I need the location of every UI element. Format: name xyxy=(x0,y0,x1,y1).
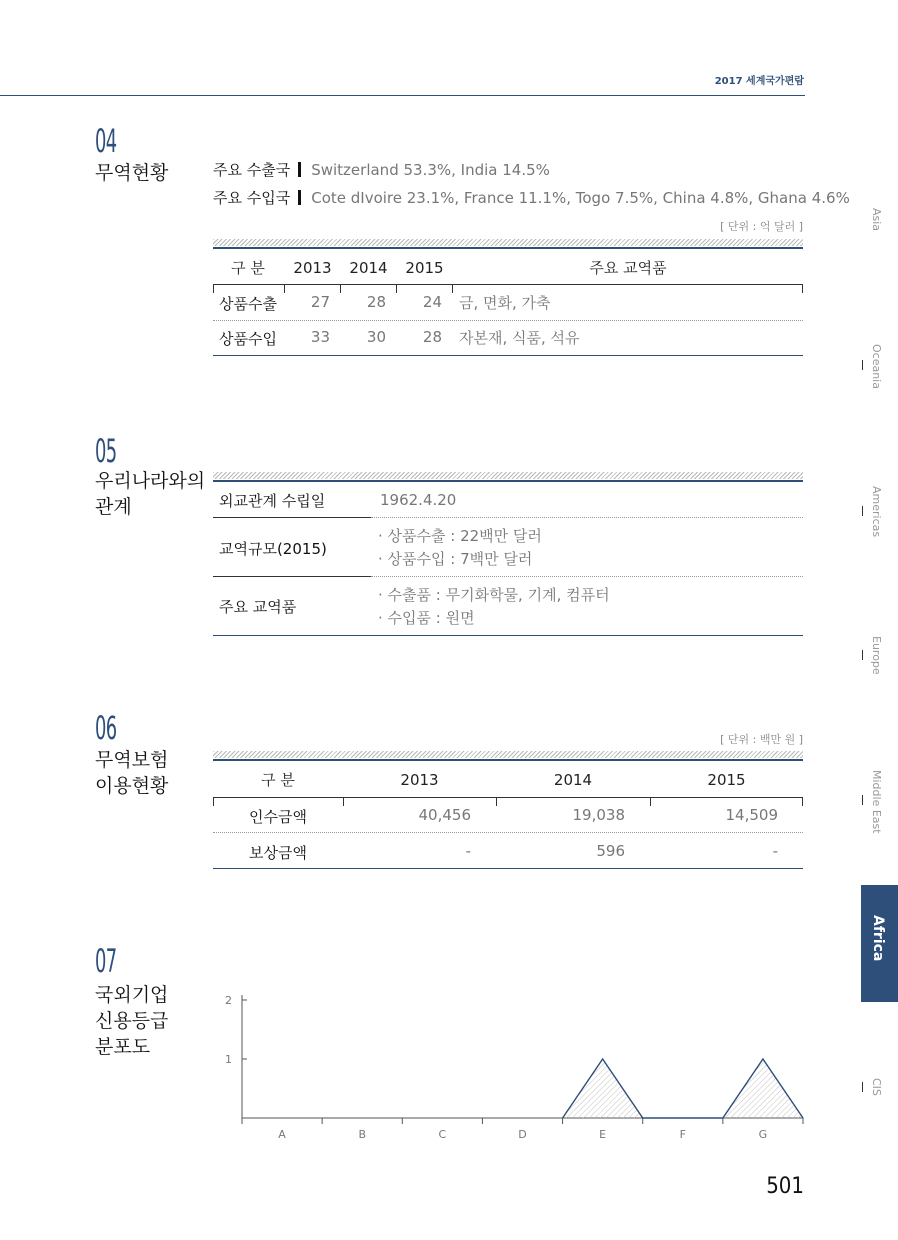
ins-header-2015: 2015 xyxy=(707,771,746,789)
col-tick xyxy=(650,797,651,806)
table-hatch xyxy=(213,239,803,246)
relations-trade-export: · 상품수출 : 22백만 달러 xyxy=(378,527,542,545)
ins-row-underwriting-2015: 14,509 xyxy=(725,806,778,824)
y-tick-label: 2 xyxy=(225,994,232,1007)
import-value: Cote dIvoire 23.1%, France 11.1%, Togo 7.5%, China 4.8%, Ghana 4.6% xyxy=(311,189,850,207)
separator-bar xyxy=(298,190,301,205)
col-tick xyxy=(213,797,214,806)
section-number-06: 06 xyxy=(95,709,117,747)
relations-trade-import: · 상품수입 : 7백만 달러 xyxy=(378,550,533,568)
relations-items-import: · 수입품 : 원면 xyxy=(378,609,475,627)
col-tick xyxy=(284,284,285,293)
section-title-credit-line1: 국외기업 xyxy=(95,984,169,1006)
ins-header-category: 구 분 xyxy=(261,771,295,789)
row-export-label: 상품수출 xyxy=(219,295,277,313)
insurance-unit: [ 단위 : 백만 원 ] xyxy=(720,733,803,746)
label-rule xyxy=(213,576,371,577)
side-tab-cis[interactable]: CIS xyxy=(870,1078,883,1096)
row-divider xyxy=(213,320,803,321)
row-divider xyxy=(371,576,803,577)
side-tab-oceania[interactable]: Oceania xyxy=(870,344,883,389)
col-tick xyxy=(802,284,803,293)
col-tick xyxy=(340,284,341,293)
main-import-line xyxy=(213,188,850,208)
side-tab-asia[interactable]: Asia xyxy=(870,208,883,232)
row-export-2014: 28 xyxy=(366,293,386,311)
table-bottom-rule xyxy=(213,868,803,869)
side-tab-tick xyxy=(862,650,863,660)
import-label: 주요 수입국 xyxy=(213,189,291,207)
x-tick-label: D xyxy=(518,1128,527,1141)
label-rule xyxy=(213,517,371,518)
x-tick-label: G xyxy=(758,1128,768,1141)
section-title-insurance-line2: 이용현황 xyxy=(95,775,169,797)
row-export-2013: 27 xyxy=(310,293,330,311)
section-title-credit-line3: 분포도 xyxy=(95,1036,151,1058)
section-title-insurance-line1: 무역보험 xyxy=(95,749,169,771)
header-main-items: 주요 교역품 xyxy=(589,259,667,277)
relations-items-export: · 수출품 : 무기화학물, 기계, 컴퓨터 xyxy=(378,586,610,604)
row-divider xyxy=(371,517,803,518)
header-rule xyxy=(0,95,805,96)
header-bottom-rule xyxy=(213,797,803,798)
ins-row-underwriting-2014: 19,038 xyxy=(572,806,625,824)
side-tab-americas[interactable]: Americas xyxy=(870,486,883,538)
row-export-2015: 24 xyxy=(422,293,442,311)
export-label: 주요 수출국 xyxy=(213,161,291,179)
ins-row-compensation-2013: - xyxy=(465,842,471,860)
section-number-07: 07 xyxy=(95,942,117,980)
credit-rating-chart xyxy=(200,975,820,1150)
section-title-relations-line1: 우리나라와의 xyxy=(95,470,206,492)
table-hatch xyxy=(213,472,803,479)
row-divider xyxy=(213,832,803,833)
table-top-rule xyxy=(213,480,803,482)
x-tick-label: A xyxy=(278,1128,286,1141)
row-export-items: 금, 면화, 가축 xyxy=(459,294,551,312)
table-top-rule xyxy=(213,759,803,761)
table-bottom-rule xyxy=(213,635,803,636)
table-top-rule xyxy=(213,247,803,249)
section-title-trade: 무역현황 xyxy=(95,162,169,184)
series-area-fill xyxy=(563,1059,803,1118)
x-tick-label: C xyxy=(438,1128,447,1141)
row-import-2013: 33 xyxy=(310,328,330,346)
section-title-credit-line2: 신용등급 xyxy=(95,1010,169,1032)
y-tick-label: 1 xyxy=(225,1053,232,1066)
page-number: 501 xyxy=(766,1174,804,1199)
side-tab-europe[interactable]: Europe xyxy=(870,636,883,675)
ins-row-underwriting-2013: 40,456 xyxy=(418,806,471,824)
col-tick xyxy=(496,797,497,806)
col-tick xyxy=(452,284,453,293)
export-value: Switzerland 53.3%, India 14.5% xyxy=(311,161,550,179)
section-title-relations-line2: 관계 xyxy=(95,496,132,518)
separator-bar xyxy=(298,162,301,177)
x-tick-label: F xyxy=(679,1128,686,1141)
header-2015: 2015 xyxy=(405,259,444,277)
table-bottom-rule xyxy=(213,355,803,356)
side-tab-tick xyxy=(862,795,863,805)
x-tick-label: E xyxy=(599,1128,607,1141)
ins-row-compensation-label: 보상금액 xyxy=(249,844,307,862)
x-tick-label: B xyxy=(358,1128,366,1141)
side-tab-tick xyxy=(862,1082,863,1092)
row-import-2014: 30 xyxy=(366,328,386,346)
relations-label-main-items: 주요 교역품 xyxy=(219,598,297,616)
ins-row-compensation-2014: 596 xyxy=(596,842,625,860)
col-tick xyxy=(802,797,803,806)
section-number-05: 05 xyxy=(95,432,117,470)
table-hatch xyxy=(213,751,803,758)
main-export-line xyxy=(213,160,550,180)
relations-value-diplomatic: 1962.4.20 xyxy=(380,491,457,509)
ins-row-underwriting-label: 인수금액 xyxy=(249,808,307,826)
running-header: 2017 세계국가편람 xyxy=(714,76,804,87)
header-category: 구 분 xyxy=(231,259,265,277)
ins-header-2013: 2013 xyxy=(400,771,439,789)
row-import-label: 상품수입 xyxy=(219,330,277,348)
row-import-2015: 28 xyxy=(422,328,442,346)
side-tab-tick xyxy=(862,506,863,516)
trade-unit: [ 단위 : 억 달러 ] xyxy=(720,220,803,233)
col-tick xyxy=(213,284,214,293)
side-tab-middle-east[interactable]: Middle East xyxy=(870,770,883,834)
row-import-items: 자본재, 식품, 석유 xyxy=(459,329,580,347)
relations-label-diplomatic: 외교관계 수립일 xyxy=(219,492,326,510)
header-2013: 2013 xyxy=(293,259,332,277)
col-tick xyxy=(396,284,397,293)
header-2014: 2014 xyxy=(349,259,388,277)
col-tick xyxy=(343,797,344,806)
side-tab-africa-active[interactable] xyxy=(861,885,898,1002)
relations-label-trade-volume: 교역규모(2015) xyxy=(219,540,327,558)
ins-header-2014: 2014 xyxy=(553,771,593,789)
side-tab-africa-label: Africa xyxy=(870,915,886,962)
ins-row-compensation-2015: - xyxy=(772,842,778,860)
header-bottom-rule xyxy=(213,284,803,285)
side-tab-tick xyxy=(862,360,863,370)
section-number-04: 04 xyxy=(95,122,117,160)
